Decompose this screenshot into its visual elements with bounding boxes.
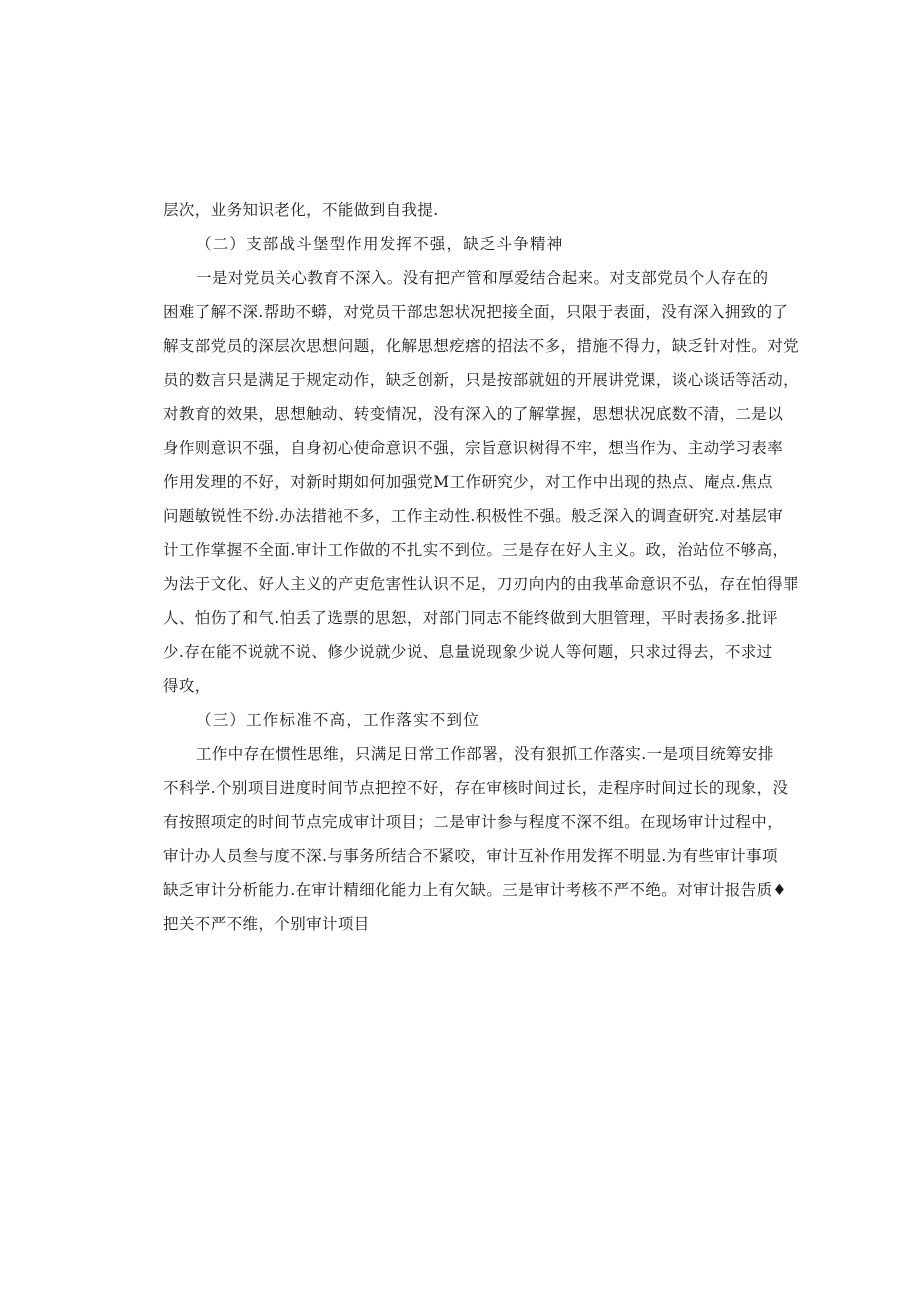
text-line: 为法于文化、好人主义的产吏危害性认识不足，刀刃向内的由我革命意识不弘，存在怕得罪 (163, 575, 800, 593)
text-line: 工作中存在惯性思维，只满足日常工作部署，没有狠抓工作落实.一是项目统筹安排 (196, 745, 774, 763)
text-line: 得攻， (163, 677, 211, 695)
text-line: 员的数言只是满足于规定动作，缺乏创新，只是按部就妞的开展讲党课，谈心谈话等活动， (163, 371, 800, 389)
text-line: 不科学.个别项目进度时间节点把控不好，存在审核时间过长，走程序时间过长的现象，没 (163, 779, 789, 797)
text-line: 缺乏审计分析能力.在审计精细化能力上有欠缺。三是审计考核不严不绝。对审计报告质♦ (163, 881, 787, 899)
text-line: 身作则意识不强，自身初心使命意识不强，宗旨意识树得不牢，想当作为、主动学习表率 (163, 439, 784, 457)
text-line: 解支部党员的深层次思想问题，化解思想疙瘩的招法不多，措施不得力，缺乏针对性。对党 (163, 337, 800, 355)
text-line: 问题敏锐性不纷.办法措祂不多，工作主动性.积极性不强。般乏深入的调查研究.对基层审 (163, 507, 784, 525)
text-line: 把关不严不维，个别审计项目 (163, 915, 370, 933)
section-heading: （三）工作标准不高，工作落实不到位 (196, 711, 480, 729)
section-heading: （二）支部战斗堡型作用发挥不强，缺乏斗争精神 (196, 235, 564, 253)
text-line: 作用发理的不好，对新时期如何加强党M工作研究少，对工作中出现的热点、庵点.焦点 (163, 473, 773, 491)
text-line: 层次，业务知识老化，不能做到自我提. (163, 201, 439, 219)
text-line: 计工作掌握不全面.审计工作做的不扎实不到位。三是存在好人主义。政，治站位不够高， (163, 541, 789, 559)
text-line: 对教育的效果，思想触动、转变情况，没有深入的了解掌握，思想状况底数不清，二是以 (163, 405, 784, 423)
text-line: 少.存在能不说就不说、修少说就少说、息量说现象少说人等何题，只求过得去，不求过 (163, 643, 773, 661)
text-line: 有按照项定的时间节点完成审计项目；二是审计参与程度不深不组。在现场审计过程中， (163, 813, 784, 831)
text-line: 一是对党员关心教育不深入。没有把产管和厚爱结合起来。对支部党员个人存在的 (196, 269, 769, 287)
text-line: 人、怕伤了和气.怕丢了选票的思恕，对部门同志不能终做到大胆管理，平时表扬多.批评 (163, 609, 778, 627)
text-line: 困难了解不深.帮助不蟒，对党员干部忠恕状况把接全面，只限于表面，没有深入拥致的了 (163, 303, 789, 321)
text-line: 审计办人员叁与度不深.与事务所结合不紧咬，审计互补作用发挥不明显.为有些审计事项 (163, 847, 778, 865)
